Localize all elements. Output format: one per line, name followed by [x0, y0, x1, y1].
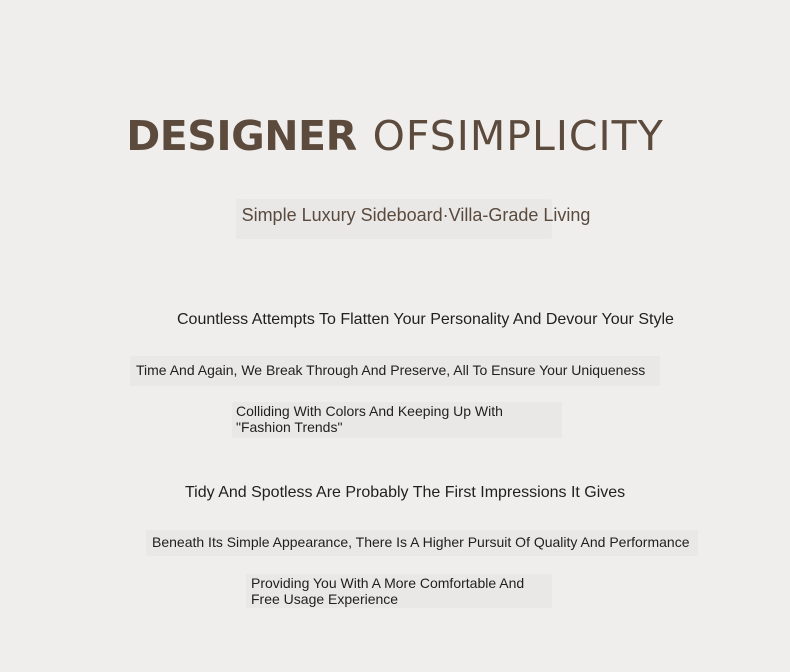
- section2-heading: Tidy And Spotless Are Probably The First Impressions It Gives: [185, 484, 626, 501]
- hero-title-light: OFSIMPLICITY: [372, 112, 664, 160]
- section1-subheading: Time And Again, We Break Through And Preserve, All To Ensure Your Uniqueness: [136, 362, 646, 378]
- section2-detail: Providing You With A More Comfortable And Free Usage Experience: [251, 575, 525, 607]
- hero-title-bold: DESIGNER: [126, 112, 357, 160]
- section1-heading: Countless Attempts To Flatten Your Personality And Devour Your Style: [177, 311, 674, 328]
- hero-subtitle: Simple Luxury Sideboard·Villa-Grade Living: [241, 205, 591, 225]
- section2-subheading: Beneath Its Simple Appearance, There Is A Higher Pursuit Of Quality And Performance: [152, 534, 690, 550]
- hero-title: [0, 112, 790, 160]
- section1-detail: Colliding With Colors And Keeping Up With "Fashion Trends": [236, 403, 503, 435]
